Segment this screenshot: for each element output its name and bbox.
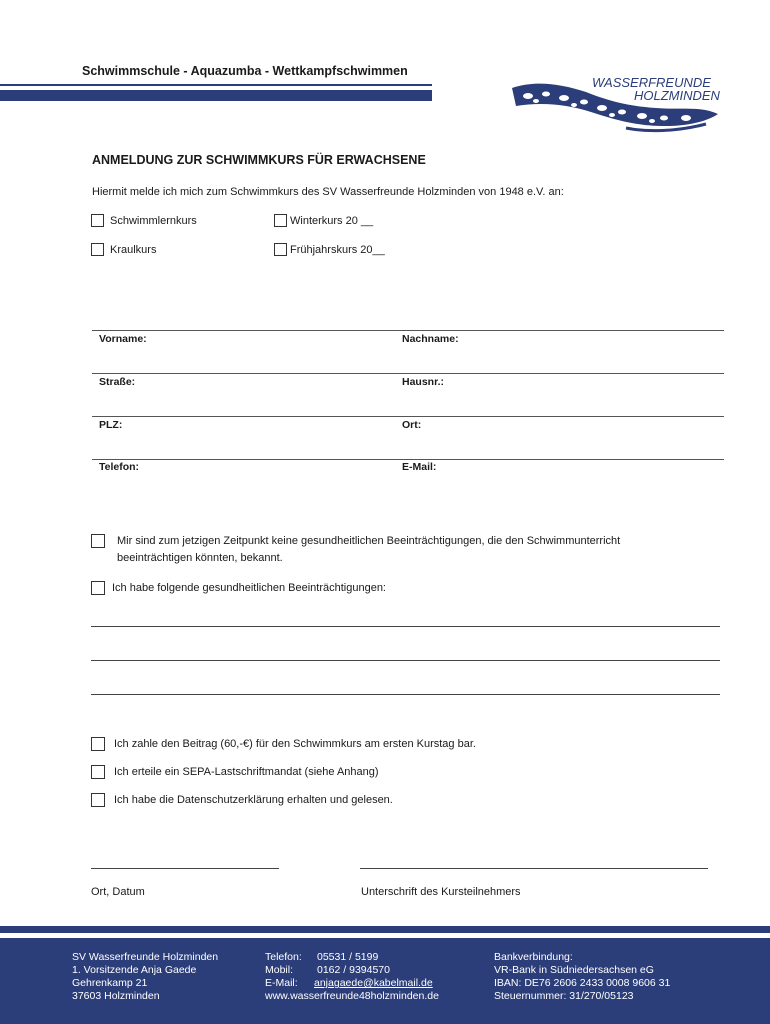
bank-title: Bankverbindung: bbox=[494, 951, 573, 963]
health-write-line-3[interactable] bbox=[91, 694, 720, 695]
option-kraulkurs[interactable] bbox=[91, 243, 156, 256]
bank-name: VR-Bank in Südniedersachsen eG bbox=[494, 964, 654, 976]
org-chair: 1. Vorsitzende Anja Gaede bbox=[72, 964, 197, 976]
field-hausnr[interactable]: Hausnr.: bbox=[402, 376, 445, 388]
option-fruehjahrskurs[interactable] bbox=[274, 243, 385, 256]
field-plz[interactable]: PLZ: bbox=[99, 419, 123, 431]
checkbox-no-health-issues[interactable] bbox=[91, 534, 105, 548]
ort-datum-label: Ort, Datum bbox=[91, 886, 145, 898]
signature-label: Unterschrift des Kursteilnehmers bbox=[361, 886, 521, 898]
header-title: Schwimmschule - Aquazumba - Wettkampfschwimmen bbox=[82, 64, 408, 78]
header-divider-thin bbox=[0, 84, 432, 86]
field-divider bbox=[92, 330, 724, 331]
consent-sepa[interactable] bbox=[91, 765, 379, 779]
org-city: 37603 Holzminden bbox=[72, 990, 160, 1002]
tax-number: Steuernummer: 31/270/05123 bbox=[494, 990, 634, 1002]
checkbox[interactable] bbox=[274, 214, 287, 227]
health-some-label: Ich habe folgende gesundheitlichen Beeinträchtigungen: bbox=[112, 582, 386, 594]
phone-value: 05531 / 5199 bbox=[317, 951, 379, 963]
signature-line[interactable] bbox=[360, 868, 708, 869]
checkbox-health-issues[interactable] bbox=[91, 581, 105, 595]
consent-label: Ich erteile ein SEPA-Lastschriftmandat (siehe Anhang) bbox=[114, 766, 379, 778]
health-none-line2: beeinträchtigen könnten, bekannt. bbox=[117, 552, 283, 564]
website-link[interactable]: www.wasserfreunde48holzminden.de bbox=[265, 990, 439, 1002]
footer-divider bbox=[0, 926, 770, 933]
consent-datenschutz[interactable] bbox=[91, 793, 393, 807]
option-label: Kraulkurs bbox=[110, 243, 157, 256]
option-label: Winterkurs 20 __ bbox=[290, 214, 374, 227]
field-divider bbox=[92, 416, 724, 417]
option-winterkurs[interactable] bbox=[274, 214, 373, 227]
consent-label: Ich zahle den Beitrag (60,-€) für den Schwimmkurs am ersten Kurstag bar. bbox=[114, 738, 476, 750]
logo-line1: WASSERFREUNDE bbox=[592, 75, 711, 90]
email-label: E-Mail: bbox=[265, 977, 298, 989]
field-vorname[interactable]: Vorname: bbox=[99, 333, 147, 345]
health-none-line1: Mir sind zum jetzigen Zeitpunkt keine gesundheitlichen Beeinträchtigungen, die den Schwimmunterricht bbox=[117, 535, 621, 547]
org-name: SV Wasserfreunde Holzminden bbox=[72, 951, 219, 963]
checkbox[interactable] bbox=[91, 765, 105, 779]
checkbox[interactable] bbox=[91, 793, 105, 807]
field-telefon[interactable]: Telefon: bbox=[99, 461, 140, 473]
health-write-line-1[interactable] bbox=[91, 626, 720, 627]
checkbox[interactable] bbox=[91, 243, 104, 256]
health-some-row[interactable] bbox=[91, 581, 386, 595]
field-email[interactable]: E-Mail: bbox=[402, 461, 437, 473]
mobile-value: 0162 / 9394570 bbox=[317, 964, 390, 976]
footer bbox=[0, 938, 770, 1024]
field-ort[interactable]: Ort: bbox=[402, 419, 422, 431]
bank-iban: IBAN: DE76 2606 2433 0008 9606 31 bbox=[494, 977, 671, 989]
consent-label: Ich habe die Datenschutzerklärung erhalten und gelesen. bbox=[114, 794, 393, 806]
health-none-text bbox=[117, 533, 620, 567]
option-schwimmlernkurs[interactable] bbox=[91, 214, 197, 227]
checkbox[interactable] bbox=[91, 737, 105, 751]
footer-org bbox=[72, 951, 218, 1003]
mobile-label: Mobil: bbox=[265, 964, 294, 976]
checkbox[interactable] bbox=[91, 214, 104, 227]
footer-bank bbox=[494, 951, 670, 1003]
field-divider bbox=[92, 373, 724, 374]
field-divider bbox=[92, 459, 724, 460]
checkbox[interactable] bbox=[274, 243, 287, 256]
header-divider-thick bbox=[0, 90, 432, 101]
email-link[interactable]: anjagaede@kabelmail.de bbox=[314, 977, 433, 989]
intro-text: Hiermit melde ich mich zum Schwimmkurs des SV Wasserfreunde Holzminden von 1948 e.V. an: bbox=[92, 186, 564, 198]
field-strasse[interactable]: Straße: bbox=[99, 376, 136, 388]
form-title: ANMELDUNG ZUR SCHWIMMKURS FÜR ERWACHSENE bbox=[92, 153, 426, 167]
option-label: Frühjahrskurs 20__ bbox=[290, 243, 385, 256]
logo-line2: HOLZMINDEN bbox=[634, 88, 720, 103]
field-nachname[interactable]: Nachname: bbox=[402, 333, 459, 345]
option-label: Schwimmlernkurs bbox=[110, 214, 197, 227]
ort-datum-line[interactable] bbox=[91, 868, 279, 869]
footer-contact bbox=[265, 951, 439, 1003]
phone-label: Telefon: bbox=[265, 951, 302, 963]
health-write-line-2[interactable] bbox=[91, 660, 720, 661]
wasserfreunde-logo bbox=[506, 70, 724, 140]
org-street: Gehrenkamp 21 bbox=[72, 977, 148, 989]
consent-beitrag[interactable] bbox=[91, 737, 476, 751]
